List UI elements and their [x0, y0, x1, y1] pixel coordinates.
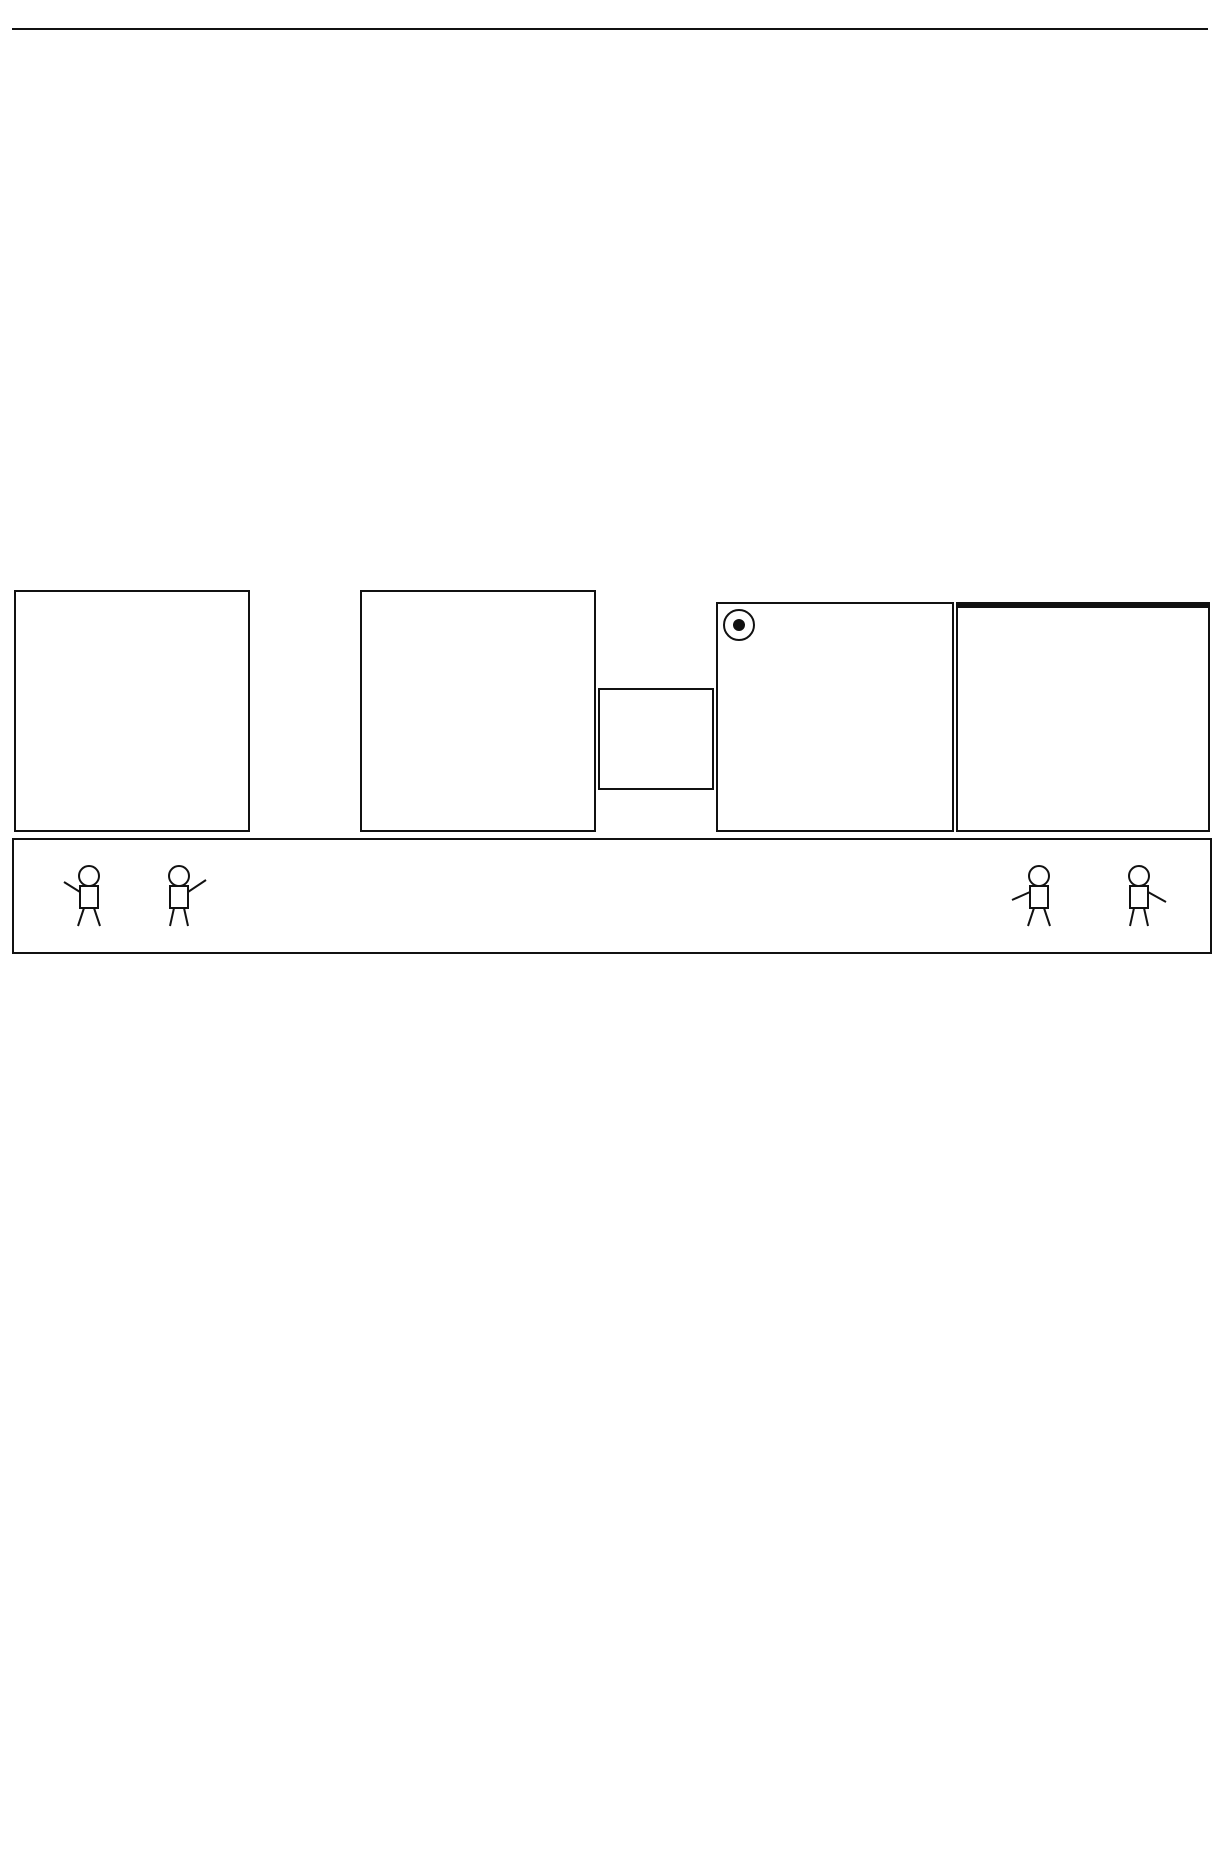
westland-heating-ad [716, 602, 954, 832]
page-header [12, 6, 1208, 30]
magnetic-signs-ad [598, 688, 714, 790]
cartoon-plumber-icon [1004, 860, 1074, 930]
page-footer [12, 1778, 1208, 1848]
homelite-ad [360, 590, 596, 832]
directory-banner [12, 838, 1212, 954]
cartoon-worker-icon [54, 860, 124, 930]
westland-logo-icon [722, 608, 756, 642]
directory-columns [12, 958, 1208, 1768]
cartoon-painter-icon [144, 860, 214, 930]
landscape-supply-ad [14, 590, 250, 832]
capri-modernization-ad [956, 602, 1210, 832]
cartoon-carpenter-icon [1104, 860, 1174, 930]
